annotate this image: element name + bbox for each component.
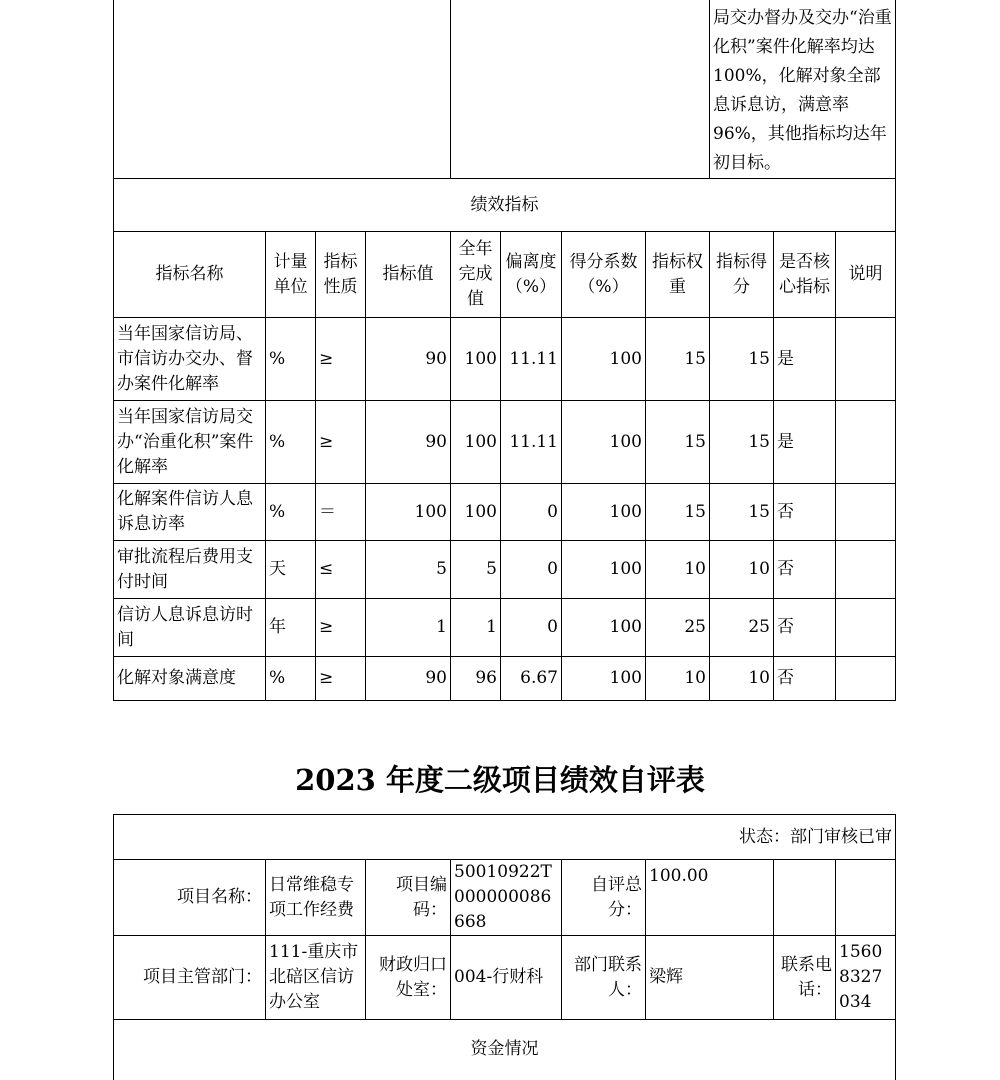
header-score: 指标得分	[710, 232, 774, 318]
indicator-score: 15	[710, 401, 774, 484]
indicator-note	[836, 484, 896, 541]
indicator-weight: 10	[646, 541, 710, 599]
summary-note: 局交办督办及交办“治重化积”案件化解率均达100%，化解对象全部息诉息访，满意率96%，其他指标均达年初目标。	[710, 0, 896, 179]
header-score-coef: 得分系数（%）	[562, 232, 646, 318]
self-score-value: 100.00	[646, 860, 774, 936]
indicator-note	[836, 657, 896, 701]
header-note: 说明	[836, 232, 896, 318]
indicator-actual: 100	[451, 318, 501, 401]
indicator-header-row	[114, 232, 896, 318]
header-weight: 指标权重	[646, 232, 710, 318]
indicator-deviation: 11.11	[501, 318, 562, 401]
table-row	[114, 599, 896, 657]
project-name-value: 日常维稳专项工作经费	[266, 860, 366, 936]
indicator-value: 5	[366, 541, 451, 599]
project-name-row	[114, 860, 896, 936]
performance-indicator-table	[113, 0, 896, 701]
indicator-value: 1	[366, 599, 451, 657]
indicator-name: 化解案件信访人息诉息访率	[114, 484, 266, 541]
phone-label: 联系电话：	[774, 936, 836, 1020]
header-deviation: 偏离度（%）	[501, 232, 562, 318]
table-row	[114, 484, 896, 541]
finance-label: 财政归口处室：	[366, 936, 451, 1020]
header-unit: 计量单位	[266, 232, 316, 318]
indicator-score: 15	[710, 318, 774, 401]
indicator-deviation: 0	[501, 599, 562, 657]
contact-value: 梁辉	[646, 936, 774, 1020]
indicator-deviation: 6.67	[501, 657, 562, 701]
indicator-value: 90	[366, 318, 451, 401]
indicator-actual: 96	[451, 657, 501, 701]
indicator-name: 信访人息诉息访时间	[114, 599, 266, 657]
indicator-weight: 10	[646, 657, 710, 701]
department-row	[114, 936, 896, 1020]
indicator-unit: 年	[266, 599, 316, 657]
table-row	[114, 318, 896, 401]
contact-label: 部门联系人：	[562, 936, 646, 1020]
indicator-note	[836, 318, 896, 401]
indicator-nature: ≥	[316, 318, 366, 401]
indicator-actual: 100	[451, 401, 501, 484]
phone-value: 15608327034	[836, 936, 896, 1020]
indicator-nature: ≥	[316, 599, 366, 657]
indicator-deviation: 0	[501, 541, 562, 599]
indicator-deviation: 0	[501, 484, 562, 541]
header-nature: 指标性质	[316, 232, 366, 318]
indicator-value: 90	[366, 401, 451, 484]
indicator-score: 15	[710, 484, 774, 541]
indicator-note	[836, 541, 896, 599]
indicator-score-coef: 100	[562, 401, 646, 484]
form-title: 2023 年度二级项目绩效自评表	[295, 763, 705, 797]
indicator-unit: %	[266, 484, 316, 541]
indicator-core: 否	[774, 484, 836, 541]
indicator-note	[836, 401, 896, 484]
project-code-value: 50010922T000000086668	[451, 860, 562, 936]
funds-section-row	[114, 1020, 896, 1080]
summary-empty-cell-1	[114, 0, 451, 179]
indicator-core: 是	[774, 318, 836, 401]
perf-section-title: 绩效指标	[114, 179, 896, 232]
indicator-nature: ≤	[316, 541, 366, 599]
indicator-weight: 15	[646, 401, 710, 484]
project-info-table	[113, 814, 896, 1080]
self-score-label: 自评总分：	[562, 860, 646, 936]
indicator-weight: 15	[646, 318, 710, 401]
summary-empty-cell-2	[451, 0, 710, 179]
dept-label: 项目主管部门：	[114, 936, 266, 1020]
finance-value: 004-行财科	[451, 936, 562, 1020]
empty-cell-b	[836, 860, 896, 936]
project-name-label: 项目名称：	[114, 860, 266, 936]
header-value: 指标值	[366, 232, 451, 318]
indicator-actual: 5	[451, 541, 501, 599]
indicator-value: 90	[366, 657, 451, 701]
indicator-score-coef: 100	[562, 484, 646, 541]
indicator-unit: %	[266, 401, 316, 484]
empty-cell-a	[774, 860, 836, 936]
project-code-label: 项目编码：	[366, 860, 451, 936]
table-row	[114, 541, 896, 599]
status-row	[114, 815, 896, 860]
indicator-score-coef: 100	[562, 599, 646, 657]
indicator-actual: 100	[451, 484, 501, 541]
indicator-score: 25	[710, 599, 774, 657]
indicator-score-coef: 100	[562, 318, 646, 401]
indicator-deviation: 11.11	[501, 401, 562, 484]
table-row	[114, 401, 896, 484]
dept-value: 111-重庆市北碚区信访办公室	[266, 936, 366, 1020]
summary-row	[114, 0, 896, 179]
indicator-name: 化解对象满意度	[114, 657, 266, 701]
indicator-score-coef: 100	[562, 541, 646, 599]
indicator-nature: ＝	[316, 484, 366, 541]
indicator-actual: 1	[451, 599, 501, 657]
indicator-note	[836, 599, 896, 657]
header-actual: 全年完成值	[451, 232, 501, 318]
indicator-name: 审批流程后费用支付时间	[114, 541, 266, 599]
funds-section-title: 资金情况	[114, 1020, 896, 1080]
indicator-score-coef: 100	[562, 657, 646, 701]
indicator-name: 当年国家信访局、市信访办交办、督办案件化解率	[114, 318, 266, 401]
indicator-unit: %	[266, 657, 316, 701]
indicator-name: 当年国家信访局交办“治重化积”案件化解率	[114, 401, 266, 484]
indicator-score: 10	[710, 541, 774, 599]
table-row	[114, 657, 896, 701]
indicator-unit: %	[266, 318, 316, 401]
indicator-core: 是	[774, 401, 836, 484]
indicator-core: 否	[774, 657, 836, 701]
header-core: 是否核心指标	[774, 232, 836, 318]
indicator-score: 10	[710, 657, 774, 701]
status-text: 状态：部门审核已审	[114, 815, 896, 860]
indicator-weight: 25	[646, 599, 710, 657]
indicator-value: 100	[366, 484, 451, 541]
indicator-weight: 15	[646, 484, 710, 541]
header-name: 指标名称	[114, 232, 266, 318]
indicator-core: 否	[774, 599, 836, 657]
indicator-unit: 天	[266, 541, 316, 599]
indicator-nature: ≥	[316, 657, 366, 701]
indicator-nature: ≥	[316, 401, 366, 484]
indicator-core: 否	[774, 541, 836, 599]
section-header-row	[114, 179, 896, 232]
